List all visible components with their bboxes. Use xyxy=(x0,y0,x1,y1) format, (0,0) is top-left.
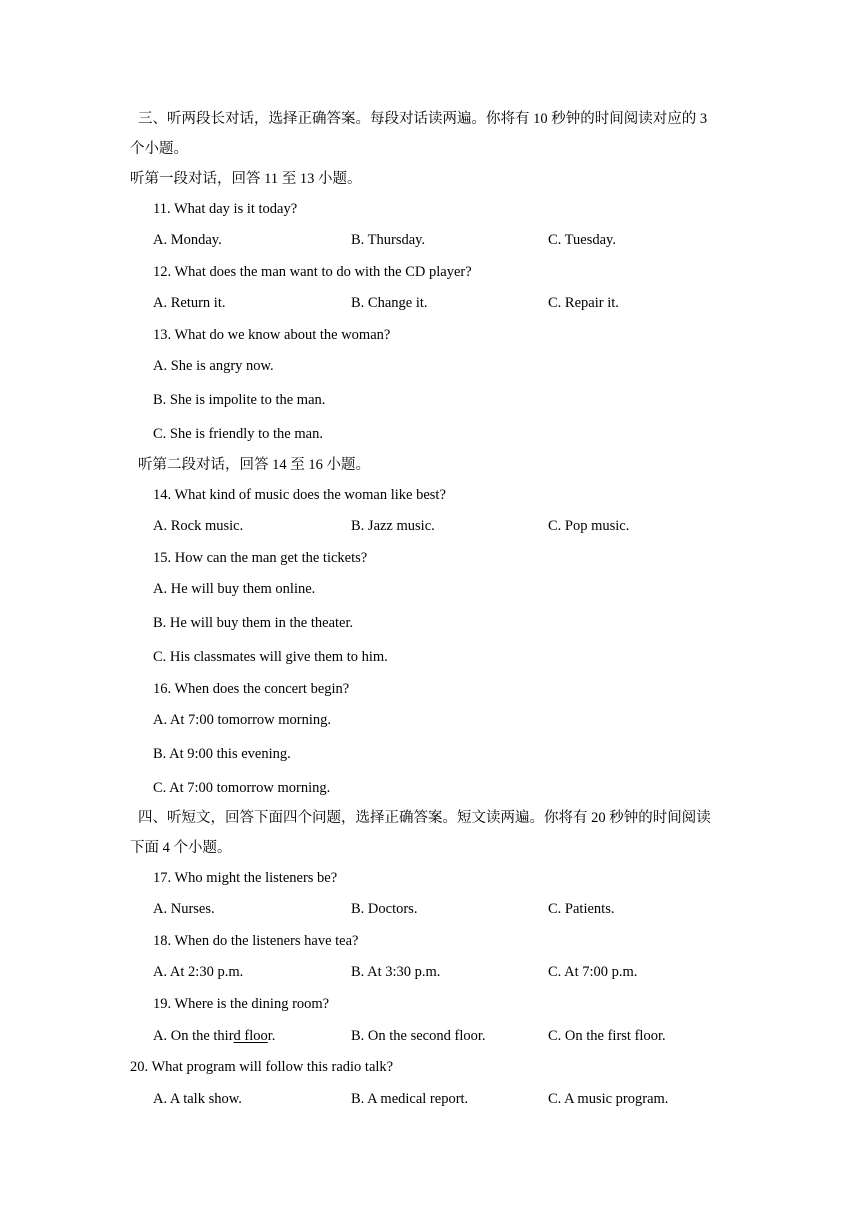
question-20-options xyxy=(0,1090,860,1108)
question-19: 19. Where is the dining room? xyxy=(153,996,330,1012)
section4-instruction-line1: 四、听短文，回答下面四个问题，选择正确答案。短文读两遍。你将有 20 秒钟的时间阅读 xyxy=(138,810,711,826)
option-a-text-part3: r. xyxy=(267,1028,276,1044)
option-a-underlined-text: d floo xyxy=(233,1028,268,1044)
option-c: C. At 7:00 p.m. xyxy=(548,964,638,980)
option-c: C. She is friendly to the man. xyxy=(153,426,323,442)
option-a: A. She is angry now. xyxy=(153,358,274,374)
option-c: C. On the first floor. xyxy=(548,1028,666,1044)
question-11: 11. What day is it today? xyxy=(153,201,298,217)
option-c: C. A music program. xyxy=(548,1091,669,1107)
option-c: C. Repair it. xyxy=(548,295,619,311)
section3-instruction-line2: 个小题。 xyxy=(130,141,188,157)
question-19-options xyxy=(0,1027,860,1045)
option-a-text-part1: A. On the thir xyxy=(153,1028,234,1044)
option-b: B. At 3:30 p.m. xyxy=(351,964,441,980)
question-18-options xyxy=(0,963,860,981)
option-b: B. On the second floor. xyxy=(351,1028,486,1044)
question-11-options xyxy=(0,231,860,249)
question-14-options xyxy=(0,517,860,535)
question-17: 17. Who might the listeners be? xyxy=(153,870,338,886)
option-a: A. Return it. xyxy=(153,295,226,311)
question-12-options xyxy=(0,294,860,312)
option-a: A. A talk show. xyxy=(153,1091,242,1107)
option-c: C. Tuesday. xyxy=(548,232,616,248)
option-b: B. She is impolite to the man. xyxy=(153,392,326,408)
option-c: C. Pop music. xyxy=(548,518,630,534)
question-18: 18. When do the listeners have tea? xyxy=(153,933,359,949)
question-14: 14. What kind of music does the woman like best? xyxy=(153,487,446,503)
option-b: B. Change it. xyxy=(351,295,428,311)
option-c: C. At 7:00 tomorrow morning. xyxy=(153,780,331,796)
question-20: 20. What program will follow this radio talk? xyxy=(130,1059,394,1075)
option-a: A. Nurses. xyxy=(153,901,215,917)
question-16: 16. When does the concert begin? xyxy=(153,681,350,697)
question-13: 13. What do we know about the woman? xyxy=(153,327,391,343)
question-17-options xyxy=(0,900,860,918)
option-b: B. He will buy them in the theater. xyxy=(153,615,354,631)
option-c: C. Patients. xyxy=(548,901,615,917)
option-b: B. Thursday. xyxy=(351,232,426,248)
option-a: A. At 7:00 tomorrow morning. xyxy=(153,712,332,728)
section3-instruction-line1: 三、听两段长对话，选择正确答案。每段对话读两遍。你将有 10 秒钟的时间阅读对应的 3 xyxy=(138,111,708,127)
option-a: A. He will buy them online. xyxy=(153,581,316,597)
dialogue1-intro: 听第一段对话，回答 11 至 13 小题。 xyxy=(130,171,362,187)
option-b: B. A medical report. xyxy=(351,1091,469,1107)
option-a: A. Rock music. xyxy=(153,518,244,534)
option-b: B. Doctors. xyxy=(351,901,418,917)
option-c: C. His classmates will give them to him. xyxy=(153,649,388,665)
question-15: 15. How can the man get the tickets? xyxy=(153,550,368,566)
question-12: 12. What does the man want to do with the CD player? xyxy=(153,264,472,280)
section4-instruction-line2: 下面 4 个小题。 xyxy=(130,840,232,856)
option-a xyxy=(153,1027,275,1045)
option-b: B. Jazz music. xyxy=(351,518,435,534)
option-a: A. Monday. xyxy=(153,232,222,248)
dialogue2-intro: 听第二段对话，回答 14 至 16 小题。 xyxy=(138,457,370,473)
option-a: A. At 2:30 p.m. xyxy=(153,964,244,980)
option-b: B. At 9:00 this evening. xyxy=(153,746,291,762)
